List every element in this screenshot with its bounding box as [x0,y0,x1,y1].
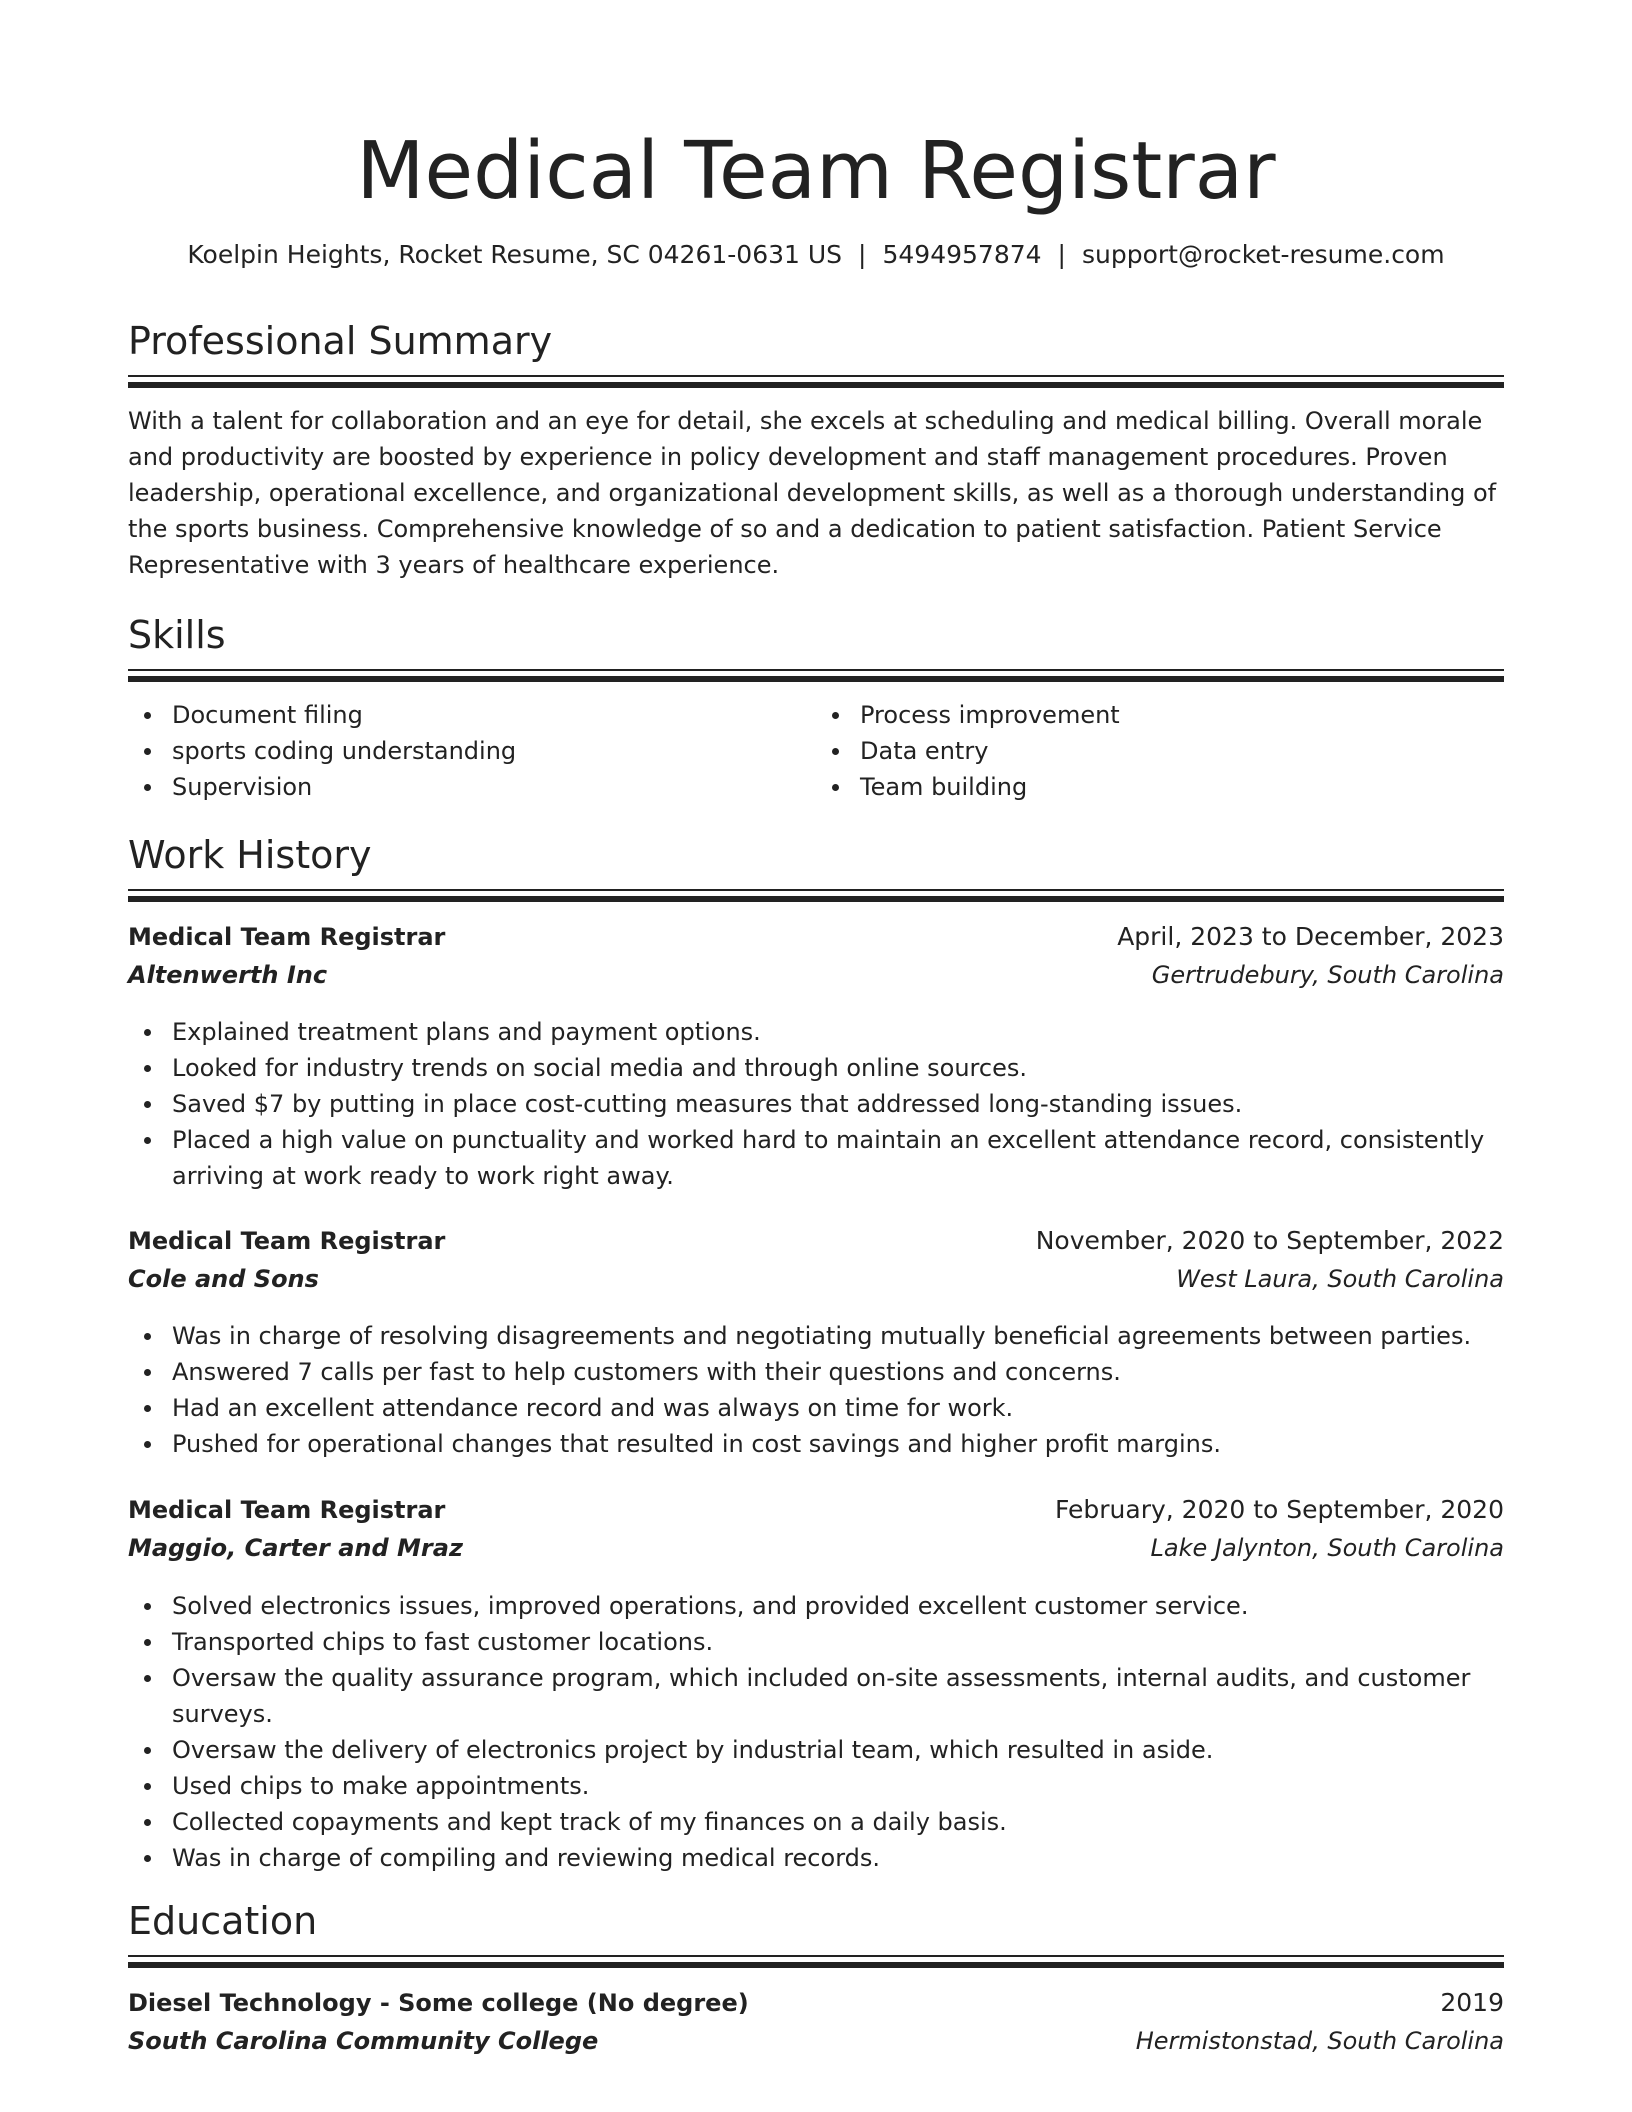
job-bullet: Collected copayments and kept track of my finances on a daily basis. [128,1804,1504,1840]
education-school: South Carolina Community College [128,2027,599,2055]
job-bullet: Oversaw the quality assurance program, which included on-site assessments, internal audits, and customer surveys. [128,1660,1504,1732]
job-dates: February, 2020 to September, 2020 [1055,1495,1504,1524]
education-year: 2019 [1440,1988,1504,2017]
job-company: Cole and Sons [128,1265,319,1293]
contact-address: Koelpin Heights, Rocket Resume, SC 04261-0631 US [187,240,843,269]
skills-list [128,697,1504,805]
job-bullet: Was in charge of compiling and reviewing medical records. [128,1840,1504,1876]
skill-item: sports coding understanding [128,733,816,769]
section-divider [128,1955,1504,1969]
job-header [128,918,1504,994]
education-degree: Diesel Technology - Some college (No degree) [128,1989,749,2017]
education-location: Hermistonstad, South Carolina [1135,2027,1504,2055]
skill-item: Data entry [816,733,1504,769]
contact-separator: | [858,240,867,269]
skill-item: Document filing [128,697,816,733]
job-bullet: Transported chips to fast customer locations. [128,1624,1504,1660]
job-bullet: Pushed for operational changes that resulted in cost savings and higher profit margins. [128,1426,1504,1462]
job-title: Medical Team Registrar [128,1227,446,1255]
section-title-summary: Professional Summary [128,319,553,363]
contact-phone: 5494957874 [882,240,1042,269]
section-divider [128,889,1504,903]
job-company: Maggio, Carter and Mraz [128,1534,463,1562]
job-bullet: Explained treatment plans and payment options. [128,1014,1504,1050]
section-title-education: Education [128,1899,318,1943]
job-title: Medical Team Registrar [128,923,446,951]
section-divider [128,669,1504,683]
job-bullet: Oversaw the delivery of electronics project by industrial team, which resulted in aside. [128,1732,1504,1768]
contact-line [128,236,1504,274]
job-bullet: Placed a high value on punctuality and worked hard to maintain an excellent attendance record, consistently arriving at work ready to work right away. [128,1122,1504,1194]
job-company: Altenwerth Inc [128,961,328,989]
job-bullet: Had an excellent attendance record and was always on time for work. [128,1390,1504,1426]
job-bullet: Answered 7 calls per fast to help customers with their questions and concerns. [128,1354,1504,1390]
job-dates: April, 2023 to December, 2023 [1117,922,1504,951]
job-location: West Laura, South Carolina [1176,1265,1504,1293]
job-bullet: Looked for industry trends on social media and through online sources. [128,1050,1504,1086]
contact-email: support@rocket-resume.com [1081,240,1445,269]
job-bullet: Was in charge of resolving disagreements and negotiating mutually beneficial agreements between parties. [128,1318,1504,1354]
skill-item: Process improvement [816,697,1504,733]
section-divider [128,375,1504,389]
job-header [128,1491,1504,1567]
education-entry [128,1984,1504,2060]
job-location: Gertrudebury, South Carolina [1151,961,1504,989]
section-title-skills: Skills [128,613,226,657]
job-title: Medical Team Registrar [128,1496,446,1524]
summary-text: With a talent for collaboration and an eye for detail, she excels at scheduling and medical billing. Overall morale and productivity are boosted by experience in policy development and staff management procedures. Proven leadership, operational excellence, and organizational development skills, as well as a thorough understanding of the sports business. Comprehensive knowledge of so and a dedication to patient satisfaction. Patient Service Representative with 3 years of healthcare experience. [128,407,1497,579]
job-bullet: Saved $7 by putting in place cost-cutting measures that addressed long-standing issues. [128,1086,1504,1122]
contact-separator: | [1057,240,1066,269]
job-bullets [128,1014,1504,1194]
job-location: Lake Jalynton, South Carolina [1150,1534,1504,1562]
job-dates: November, 2020 to September, 2022 [1035,1226,1504,1255]
skills-column-left [128,697,816,805]
section-title-work-history: Work History [128,833,372,877]
job-bullet: Used chips to make appointments. [128,1768,1504,1804]
job-bullets [128,1318,1504,1462]
job-header [128,1222,1504,1298]
skills-column-right [816,697,1504,805]
skill-item: Team building [816,769,1504,805]
job-bullets [128,1588,1504,1876]
job-bullet: Solved electronics issues, improved operations, and provided excellent customer service. [128,1588,1504,1624]
skill-item: Supervision [128,769,816,805]
candidate-name: Medical Team Registrar [356,125,1276,217]
